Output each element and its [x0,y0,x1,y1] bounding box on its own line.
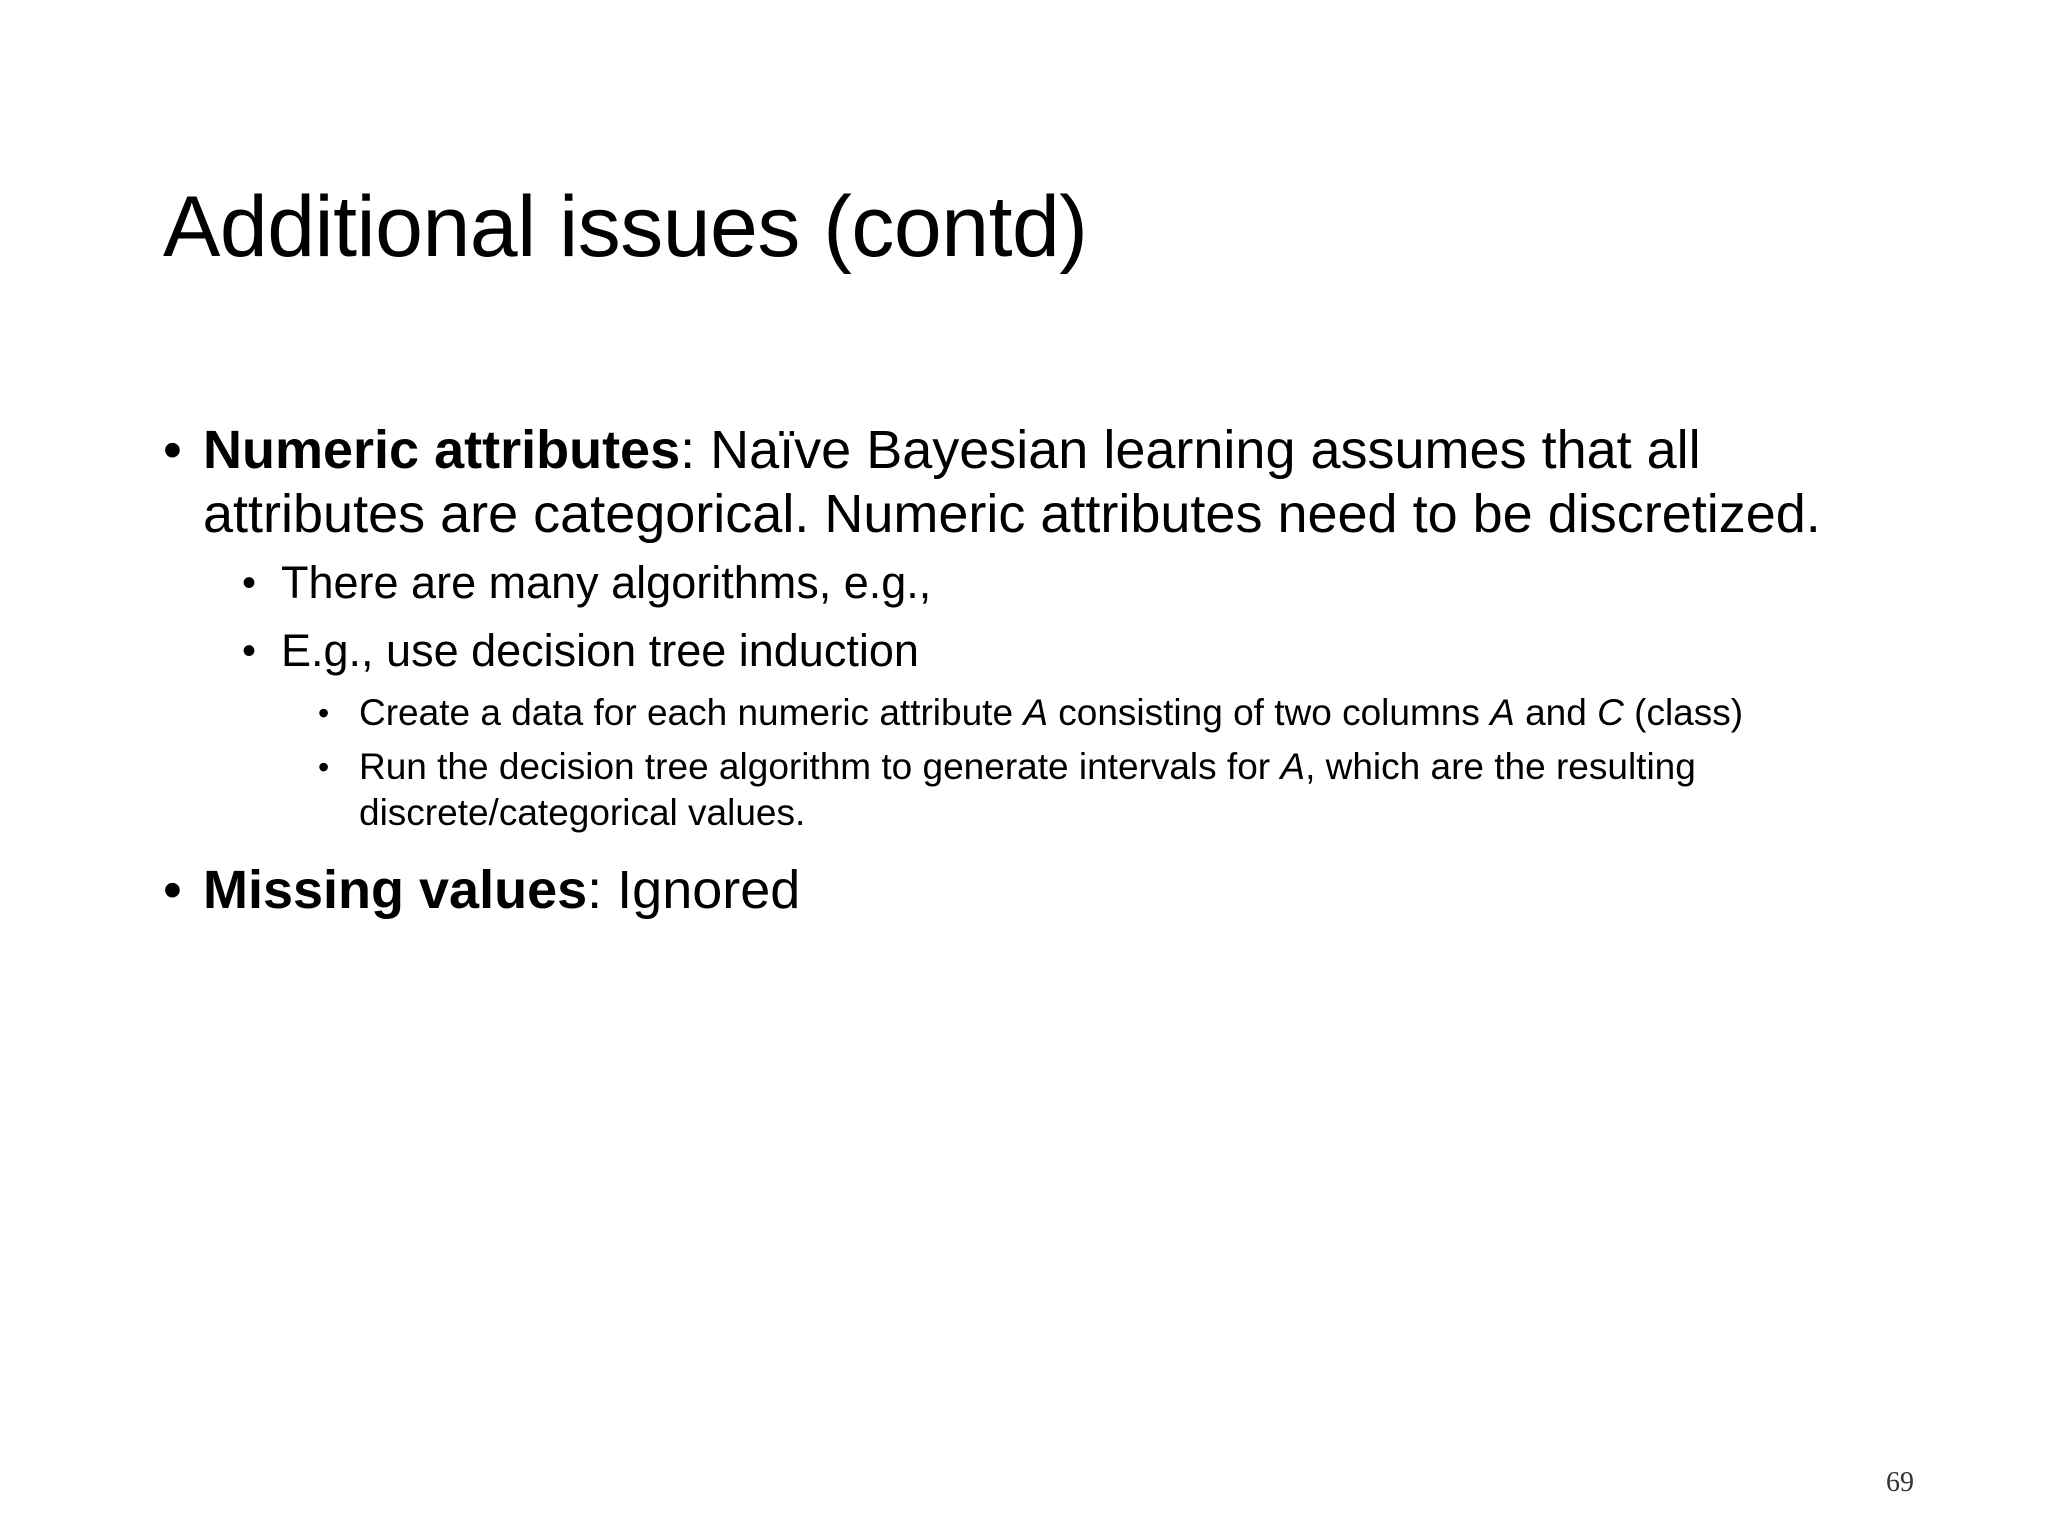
numeric-attributes-text: : Naïve Bayesian learning assumes that all attributes are categorical. Numeric attributes need to be discretized. [203,420,1821,544]
slide-title: Additional issues (contd) [163,179,1088,275]
bullet-dot-icon: • [163,420,182,480]
bullet-dot-icon: • [242,561,257,605]
bullet-create-data [163,690,1923,736]
create-data-text-1: Create a data for each numeric attribute [359,692,1024,733]
many-algorithms-text: There are many algorithms, e.g., [281,557,932,608]
bullet-missing-values [163,858,1923,922]
bullet-numeric-attributes [163,418,1923,546]
create-data-text-4: (class) [1623,692,1744,733]
create-data-text-3: and [1514,692,1598,733]
attribute-a-variable: A [1280,746,1306,787]
bullet-run-tree [163,744,1923,836]
decision-tree-text: E.g., use decision tree induction [281,625,919,676]
page-number: 69 [1886,1467,1914,1498]
spacer [163,836,1923,858]
bullet-dot-icon: • [163,860,182,920]
attribute-a-variable: A [1023,692,1048,733]
bullet-dot-icon: • [242,629,257,673]
create-data-text-2: consisting of two columns [1048,692,1491,733]
bullet-decision-tree [163,622,1923,680]
bullet-dot-icon: • [318,749,330,785]
attribute-a-variable: A [1490,692,1515,733]
bullet-many-algorithms [163,554,1923,612]
numeric-attributes-label: Numeric attributes [203,420,681,480]
bullet-dot-icon: • [318,695,330,731]
missing-values-text: : Ignored [587,860,801,920]
slide-body [163,418,1923,922]
run-tree-text-1: Run the decision tree algorithm to generate intervals for [359,746,1281,787]
run-tree-text-2: , which are the resulting discrete/categorical values. [359,746,1696,833]
class-c-variable: C [1597,692,1624,733]
missing-values-label: Missing values [203,860,588,920]
